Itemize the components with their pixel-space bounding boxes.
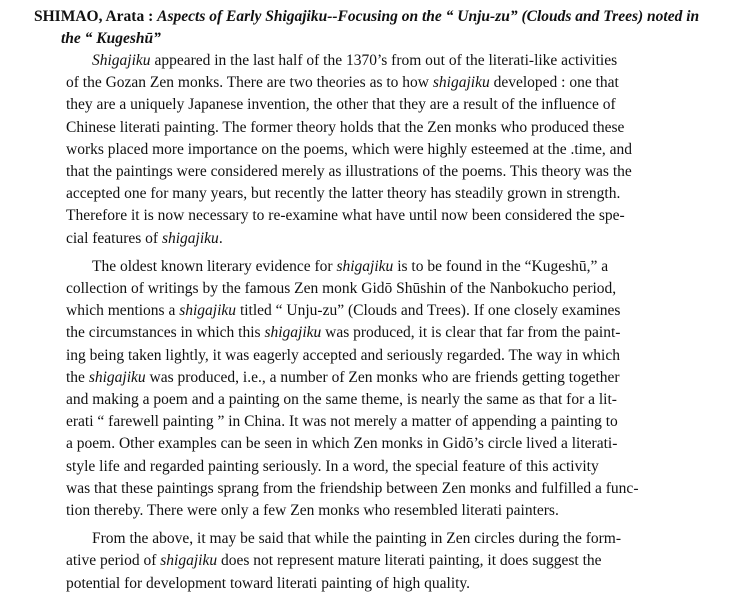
text-run: cial features of <box>66 229 162 247</box>
text-run: collection of writings by the famous Zen monk Gidō Shūshin of the Nanbokucho period, <box>66 280 617 298</box>
title-line-2 <box>34 28 744 50</box>
text-run: a poem. Other examples can be seen in which Zen monks in Gidō’s circle lived a literati- <box>66 435 618 453</box>
text-line <box>66 117 746 139</box>
text-run: ative period of <box>66 552 161 570</box>
text-line <box>66 50 746 72</box>
italic-term: shigajiku <box>432 74 490 92</box>
title-line-1 <box>34 6 744 28</box>
text-line <box>66 139 746 161</box>
italic-term: the “ Kugeshū” <box>61 30 161 47</box>
text-line <box>66 256 746 278</box>
text-line <box>66 550 746 572</box>
text-line <box>66 94 746 116</box>
text-line <box>66 183 746 205</box>
text-line <box>66 411 746 433</box>
text-run: was produced, i.e., a number of Zen monks who are friends getting together <box>145 368 620 386</box>
text-line <box>66 345 746 367</box>
text-run: which mentions a <box>66 302 180 320</box>
italic-term: shigajiku <box>161 229 219 247</box>
text-run: accepted one for many years, but recently the latter theory has steadily grown in strength. <box>66 185 621 203</box>
text-line <box>66 278 746 300</box>
abstract-body <box>66 50 746 601</box>
text-run: ing being taken lightly, it was eagerly accepted and seriously regarded. The way in which <box>66 346 620 364</box>
text-run: tion thereby. There were only a few Zen monks who resembled literati painters. <box>66 502 559 520</box>
italic-term: shigajiku <box>88 368 146 386</box>
text-line <box>66 528 746 550</box>
text-run: does not represent mature literati painting, it does suggest the <box>217 552 602 570</box>
italic-term: shigajiku <box>160 552 218 570</box>
article-title <box>34 6 744 50</box>
text-run: SHIMAO, Arata : <box>34 8 158 25</box>
text-run: and making a poem and a painting on the same theme, is nearly the same as that for a lit- <box>66 391 617 409</box>
text-line <box>66 500 746 522</box>
text-run: titled “ Unju-zu” (Clouds and Trees). If one closely examines <box>236 302 621 320</box>
text-run: developed : one that <box>489 74 619 92</box>
italic-term: Aspects of Early Shigajiku--Focusing on the “ Unju-zu” (Clouds and Trees) noted in <box>157 8 700 25</box>
text-run: that the paintings were considered merely as illustrations of the poems. This theory was the <box>66 163 632 181</box>
text-line <box>66 389 746 411</box>
text-run: they are a uniquely Japanese invention, the other that they are a result of the influence of <box>66 96 616 114</box>
text-run: erati “ farewell painting ” in China. It was not merely a matter of appending a painting to <box>66 413 618 431</box>
text-line <box>66 322 746 344</box>
paragraph <box>66 256 746 522</box>
italic-term: shigajiku <box>264 324 322 342</box>
text-line <box>66 72 746 94</box>
text-run: was produced, it is clear that far from the paint- <box>321 324 621 342</box>
text-line <box>66 573 746 595</box>
paragraph <box>66 528 746 595</box>
text-line <box>66 161 746 183</box>
text-run: Therefore it is now necessary to re-examine what have until now been considered the spe- <box>66 207 625 225</box>
text-run: was that these paintings sprang from the friendship between Zen monks and fulfilled a func- <box>66 479 639 497</box>
text-line <box>66 478 746 500</box>
text-run: style life and regarded painting seriously. In a word, the special feature of this activity <box>66 457 599 475</box>
italic-term: Shigajiku <box>92 52 151 69</box>
text-run: is to be found in the “Kugeshū,” a <box>393 257 609 275</box>
text-run: appeared in the last half of the 1370’s from out of the literati-like activities <box>150 52 618 69</box>
text-run: the circumstances in which this <box>66 324 265 342</box>
italic-term: shigajiku <box>179 302 237 320</box>
text-run: Chinese literati painting. The former theory holds that the Zen monks who produced these <box>66 118 625 136</box>
text-run: potential for development toward literati painting of high quality. <box>66 574 471 592</box>
text-run: . <box>218 229 223 247</box>
text-run: The oldest known literary evidence for <box>92 257 337 275</box>
text-line <box>66 433 746 455</box>
text-run: the <box>66 368 89 386</box>
text-run: of the Gozan Zen monks. There are two theories as to how <box>66 74 433 92</box>
text-line <box>66 367 746 389</box>
text-line <box>66 205 746 227</box>
text-line <box>66 228 746 250</box>
paragraph <box>66 50 746 250</box>
italic-term: shigajiku <box>336 257 394 275</box>
text-line <box>66 456 746 478</box>
text-run: From the above, it may be said that while the painting in Zen circles during the form- <box>92 530 622 548</box>
text-run: works placed more importance on the poems, which were highly esteemed at the .time, and <box>66 140 632 158</box>
text-line <box>66 300 746 322</box>
